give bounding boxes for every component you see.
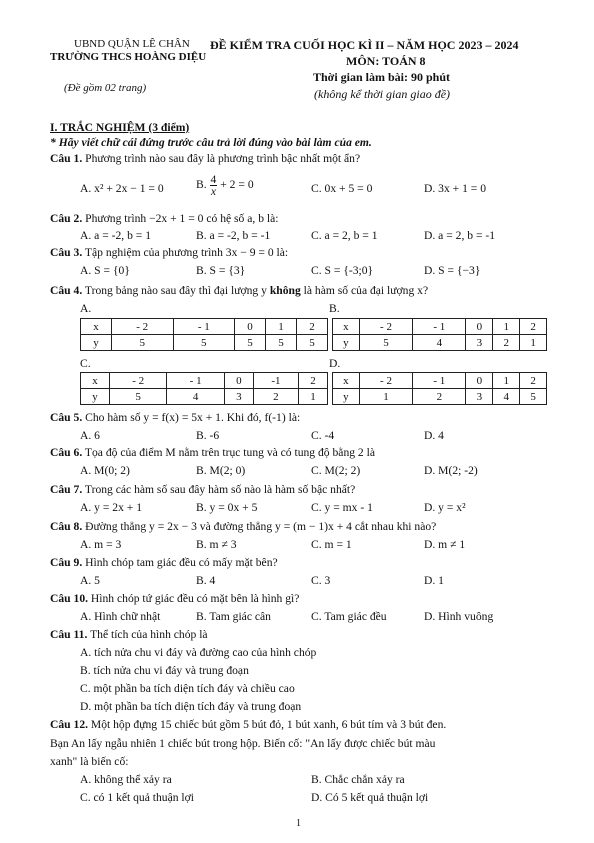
q3-option-b: B. S = {3} [196, 264, 246, 277]
q7-option-b: B. y = 0x + 5 [196, 501, 258, 514]
table-row-x [81, 319, 328, 335]
q11-option-d: D. một phần ba tích diện tích đáy và trung đoạn [80, 700, 302, 713]
table-cell: 0 [466, 373, 493, 389]
table-cell: y [333, 335, 360, 351]
option-b-suffix: + 2 = 0 [220, 178, 254, 192]
question-label: Câu 6. [50, 446, 83, 459]
option-b-prefix: B. [196, 178, 207, 192]
table-cell: 4 [167, 389, 224, 405]
question-label: Câu 1. [50, 152, 83, 165]
question-4 [50, 284, 428, 297]
fraction-numerator: 4 [210, 173, 217, 186]
question-5 [50, 411, 300, 424]
q11-option-a: A. tích nửa chu vi đáy và đường cao của hình chóp [80, 646, 317, 659]
question-12-line-2: Bạn An lấy ngẫu nhiên 1 chiếc bút trong hộp. Biến cố: "An lấy được chiếc bút màu [50, 737, 436, 750]
question-12-line-3: xanh" là biến cố: [50, 755, 129, 768]
table-cell: - 1 [167, 373, 224, 389]
question-text: Tập nghiệm của phương trình 3x − 9 = 0 là: [82, 246, 289, 259]
exam-title: ĐỀ KIỂM TRA CUỐI HỌC KÌ II – NĂM HỌC 2023 – 2024 [210, 38, 519, 52]
table-cell: 2 [520, 373, 547, 389]
table-row-x [333, 373, 547, 389]
section-title: I. TRẮC NGHIỆM (3 điểm) [50, 121, 190, 134]
q3-option-c: C. S = {-3;0} [311, 264, 374, 277]
q3-option-a: A. S = {0} [80, 264, 130, 277]
table-cell: 1 [493, 319, 520, 335]
q8-option-b: B. m ≠ 3 [196, 538, 237, 551]
question-label: Câu 10. [50, 592, 89, 605]
q4-option-c: C. [80, 357, 91, 370]
page-number: 1 [296, 818, 301, 829]
q12-option-c: C. có 1 kết quả thuận lợi [80, 791, 194, 804]
question-label: Câu 4. [50, 284, 83, 297]
fraction [210, 174, 218, 197]
table-cell: 5 [266, 335, 297, 351]
q9-option-c: C. 3 [311, 574, 331, 587]
q10-option-c: C. Tam giác đều [311, 610, 387, 623]
question-text: Tọa độ của điểm M nằm trên trục tung và có tung độ bằng 2 là [82, 446, 375, 459]
q11-option-c: C. một phần ba tích diện tích đáy và chiều cao [80, 682, 295, 695]
school-name: TRƯỜNG THCS HOÀNG DIỆU [50, 51, 207, 63]
question-text: Hình chóp tứ giác đều có mặt bên là hình gì? [88, 592, 300, 605]
department-name: UBND QUẬN LÊ CHÂN [74, 38, 190, 50]
table-cell: x [81, 373, 110, 389]
question-text: Phương trình nào sau đây là phương trình bậc nhất một ẩn? [82, 152, 361, 165]
table-row-y [333, 389, 547, 405]
table-cell: 1 [520, 335, 547, 351]
q4-table-a [80, 318, 328, 351]
table-cell: -1 [253, 373, 298, 389]
table-cell: 2 [299, 373, 328, 389]
table-cell: 5 [520, 389, 547, 405]
question-text-after: là hàm số của đại lượng x? [300, 284, 429, 297]
q11-option-b: B. tích nửa chu vi đáy và trung đoạn [80, 664, 249, 677]
table-cell: 3 [224, 389, 253, 405]
question-text: Thể tích của hình chóp là [87, 628, 208, 641]
q7-option-d: D. y = x² [424, 501, 466, 514]
table-cell: - 1 [413, 319, 466, 335]
table-cell: 1 [493, 373, 520, 389]
question-text: Cho hàm số y = f(x) = 5x + 1. Khi đó, f(-1) là: [82, 411, 301, 424]
q8-option-c: C. m = 1 [311, 538, 352, 551]
table-cell: - 2 [109, 373, 166, 389]
q12-option-b: B. Chắc chắn xảy ra [311, 773, 405, 786]
q9-option-a: A. 5 [80, 574, 100, 587]
question-label: Câu 9. [50, 556, 83, 569]
question-7 [50, 483, 355, 496]
question-text-emphasis: không [269, 284, 301, 297]
q12-option-d: D. Có 5 kết quả thuận lợi [311, 791, 429, 804]
q4-option-b: B. [329, 302, 340, 315]
question-label: Câu 2. [50, 212, 83, 225]
table-cell: 2 [413, 389, 466, 405]
table-row-x [333, 319, 547, 335]
table-cell: 1 [299, 389, 328, 405]
question-text: Phương trình −2x + 1 = 0 có hệ số a, b là: [82, 212, 279, 225]
q10-option-d: D. Hình vuông [424, 610, 494, 623]
q7-option-a: A. y = 2x + 1 [80, 501, 143, 514]
q6-option-b: B. M(2; 0) [196, 464, 246, 477]
question-9 [50, 556, 278, 569]
question-label: Câu 7. [50, 483, 83, 496]
question-12 [50, 718, 446, 731]
table-cell: 0 [466, 319, 493, 335]
table-row-y [81, 389, 328, 405]
table-row-y [81, 335, 328, 351]
q6-option-c: C. M(2; 2) [311, 464, 361, 477]
table-cell: 5 [359, 335, 412, 351]
q2-option-b: B. a = -2, b = -1 [196, 229, 271, 242]
q5-option-d: D. 4 [424, 429, 444, 442]
question-text-before: Trong bảng nào sau đây thì đại lượng y [82, 284, 270, 297]
q5-option-b: B. -6 [196, 429, 220, 442]
q2-option-a: A. a = -2, b = 1 [80, 229, 152, 242]
table-row-y [333, 335, 547, 351]
q10-option-b: B. Tam giác cân [196, 610, 271, 623]
table-cell: y [333, 389, 360, 405]
table-cell: y [81, 389, 110, 405]
table-cell: - 1 [173, 319, 235, 335]
table-cell: 2 [296, 319, 327, 335]
q9-option-b: B. 4 [196, 574, 216, 587]
question-text: Đường thẳng y = 2x − 3 và đường thẳng y = (m − 1)x + 4 cắt nhau khi nào? [82, 520, 437, 533]
q8-option-a: A. m = 3 [80, 538, 122, 551]
table-cell: x [333, 373, 360, 389]
q9-option-d: D. 1 [424, 574, 444, 587]
q4-option-a: A. [80, 302, 92, 315]
question-10 [50, 592, 299, 605]
table-cell: - 1 [413, 373, 466, 389]
table-cell: - 2 [359, 319, 412, 335]
subject-title: MÔN: TOÁN 8 [346, 54, 426, 68]
q8-option-d: D. m ≠ 1 [424, 538, 466, 551]
q1-option-b [196, 174, 254, 197]
question-8 [50, 520, 436, 533]
table-cell: 2 [520, 319, 547, 335]
table-cell: 5 [111, 335, 173, 351]
question-text: Hình chóp tam giác đều có mấy mặt bên? [82, 556, 278, 569]
q3-option-d: D. S = {−3} [424, 264, 481, 277]
question-label: Câu 5. [50, 411, 83, 424]
question-label: Câu 12. [50, 718, 89, 731]
question-2 [50, 212, 278, 225]
table-cell: 4 [493, 389, 520, 405]
table-cell: 5 [173, 335, 235, 351]
q2-option-d: D. a = 2, b = -1 [424, 229, 496, 242]
question-label: Câu 3. [50, 246, 83, 259]
table-cell: 2 [493, 335, 520, 351]
question-label: Câu 11. [50, 628, 88, 641]
q1-option-d: D. 3x + 1 = 0 [424, 182, 487, 195]
q2-option-c: C. a = 2, b = 1 [311, 229, 378, 242]
q7-option-c: C. y = mx - 1 [311, 501, 373, 514]
q4-table-b [332, 318, 547, 351]
q12-option-a: A. không thể xảy ra [80, 773, 172, 786]
q5-option-c: C. -4 [311, 429, 335, 442]
table-cell: 1 [266, 319, 297, 335]
table-cell: 4 [413, 335, 466, 351]
table-cell: - 2 [111, 319, 173, 335]
table-cell: - 2 [359, 373, 412, 389]
question-1 [50, 152, 360, 165]
q6-option-a: A. M(0; 2) [80, 464, 130, 477]
question-text: Trong các hàm số sau đây hàm số nào là hàm số bậc nhất? [82, 483, 356, 496]
question-label: Câu 8. [50, 520, 83, 533]
table-cell: 2 [253, 389, 298, 405]
q1-option-c: C. 0x + 5 = 0 [311, 182, 373, 195]
q1-option-a: A. x² + 2x − 1 = 0 [80, 182, 164, 195]
exam-time-note: (không kể thời gian giao đề) [314, 87, 451, 101]
q4-option-d: D. [329, 357, 341, 370]
table-cell: 3 [466, 389, 493, 405]
table-cell: 3 [466, 335, 493, 351]
table-cell: 0 [235, 319, 266, 335]
question-3 [50, 246, 288, 259]
q6-option-d: D. M(2; -2) [424, 464, 478, 477]
fraction-denominator: x [210, 185, 217, 198]
table-cell: 5 [109, 389, 166, 405]
table-cell: x [333, 319, 360, 335]
q4-table-c [80, 372, 328, 405]
question-11 [50, 628, 208, 641]
table-cell: 5 [235, 335, 266, 351]
table-cell: 0 [224, 373, 253, 389]
table-cell: 5 [296, 335, 327, 351]
page-count-note: (Đề gồm 02 trang) [64, 82, 147, 94]
question-text: Một hộp đựng 15 chiếc bút gồm 5 bút đỏ, 1 bút xanh, 6 bút tím và 3 bút đen. [88, 718, 447, 731]
q4-table-d [332, 372, 547, 405]
section-instruction: * Hãy viết chữ cái đứng trước câu trả lời đúng vào bài làm của em. [50, 136, 372, 149]
table-cell: 1 [359, 389, 412, 405]
table-row-x [81, 373, 328, 389]
q10-option-a: A. Hình chữ nhật [80, 610, 161, 623]
table-cell: x [81, 319, 112, 335]
table-cell: y [81, 335, 112, 351]
exam-time: Thời gian làm bài: 90 phút [313, 70, 451, 84]
q5-option-a: A. 6 [80, 429, 100, 442]
question-6 [50, 446, 375, 459]
